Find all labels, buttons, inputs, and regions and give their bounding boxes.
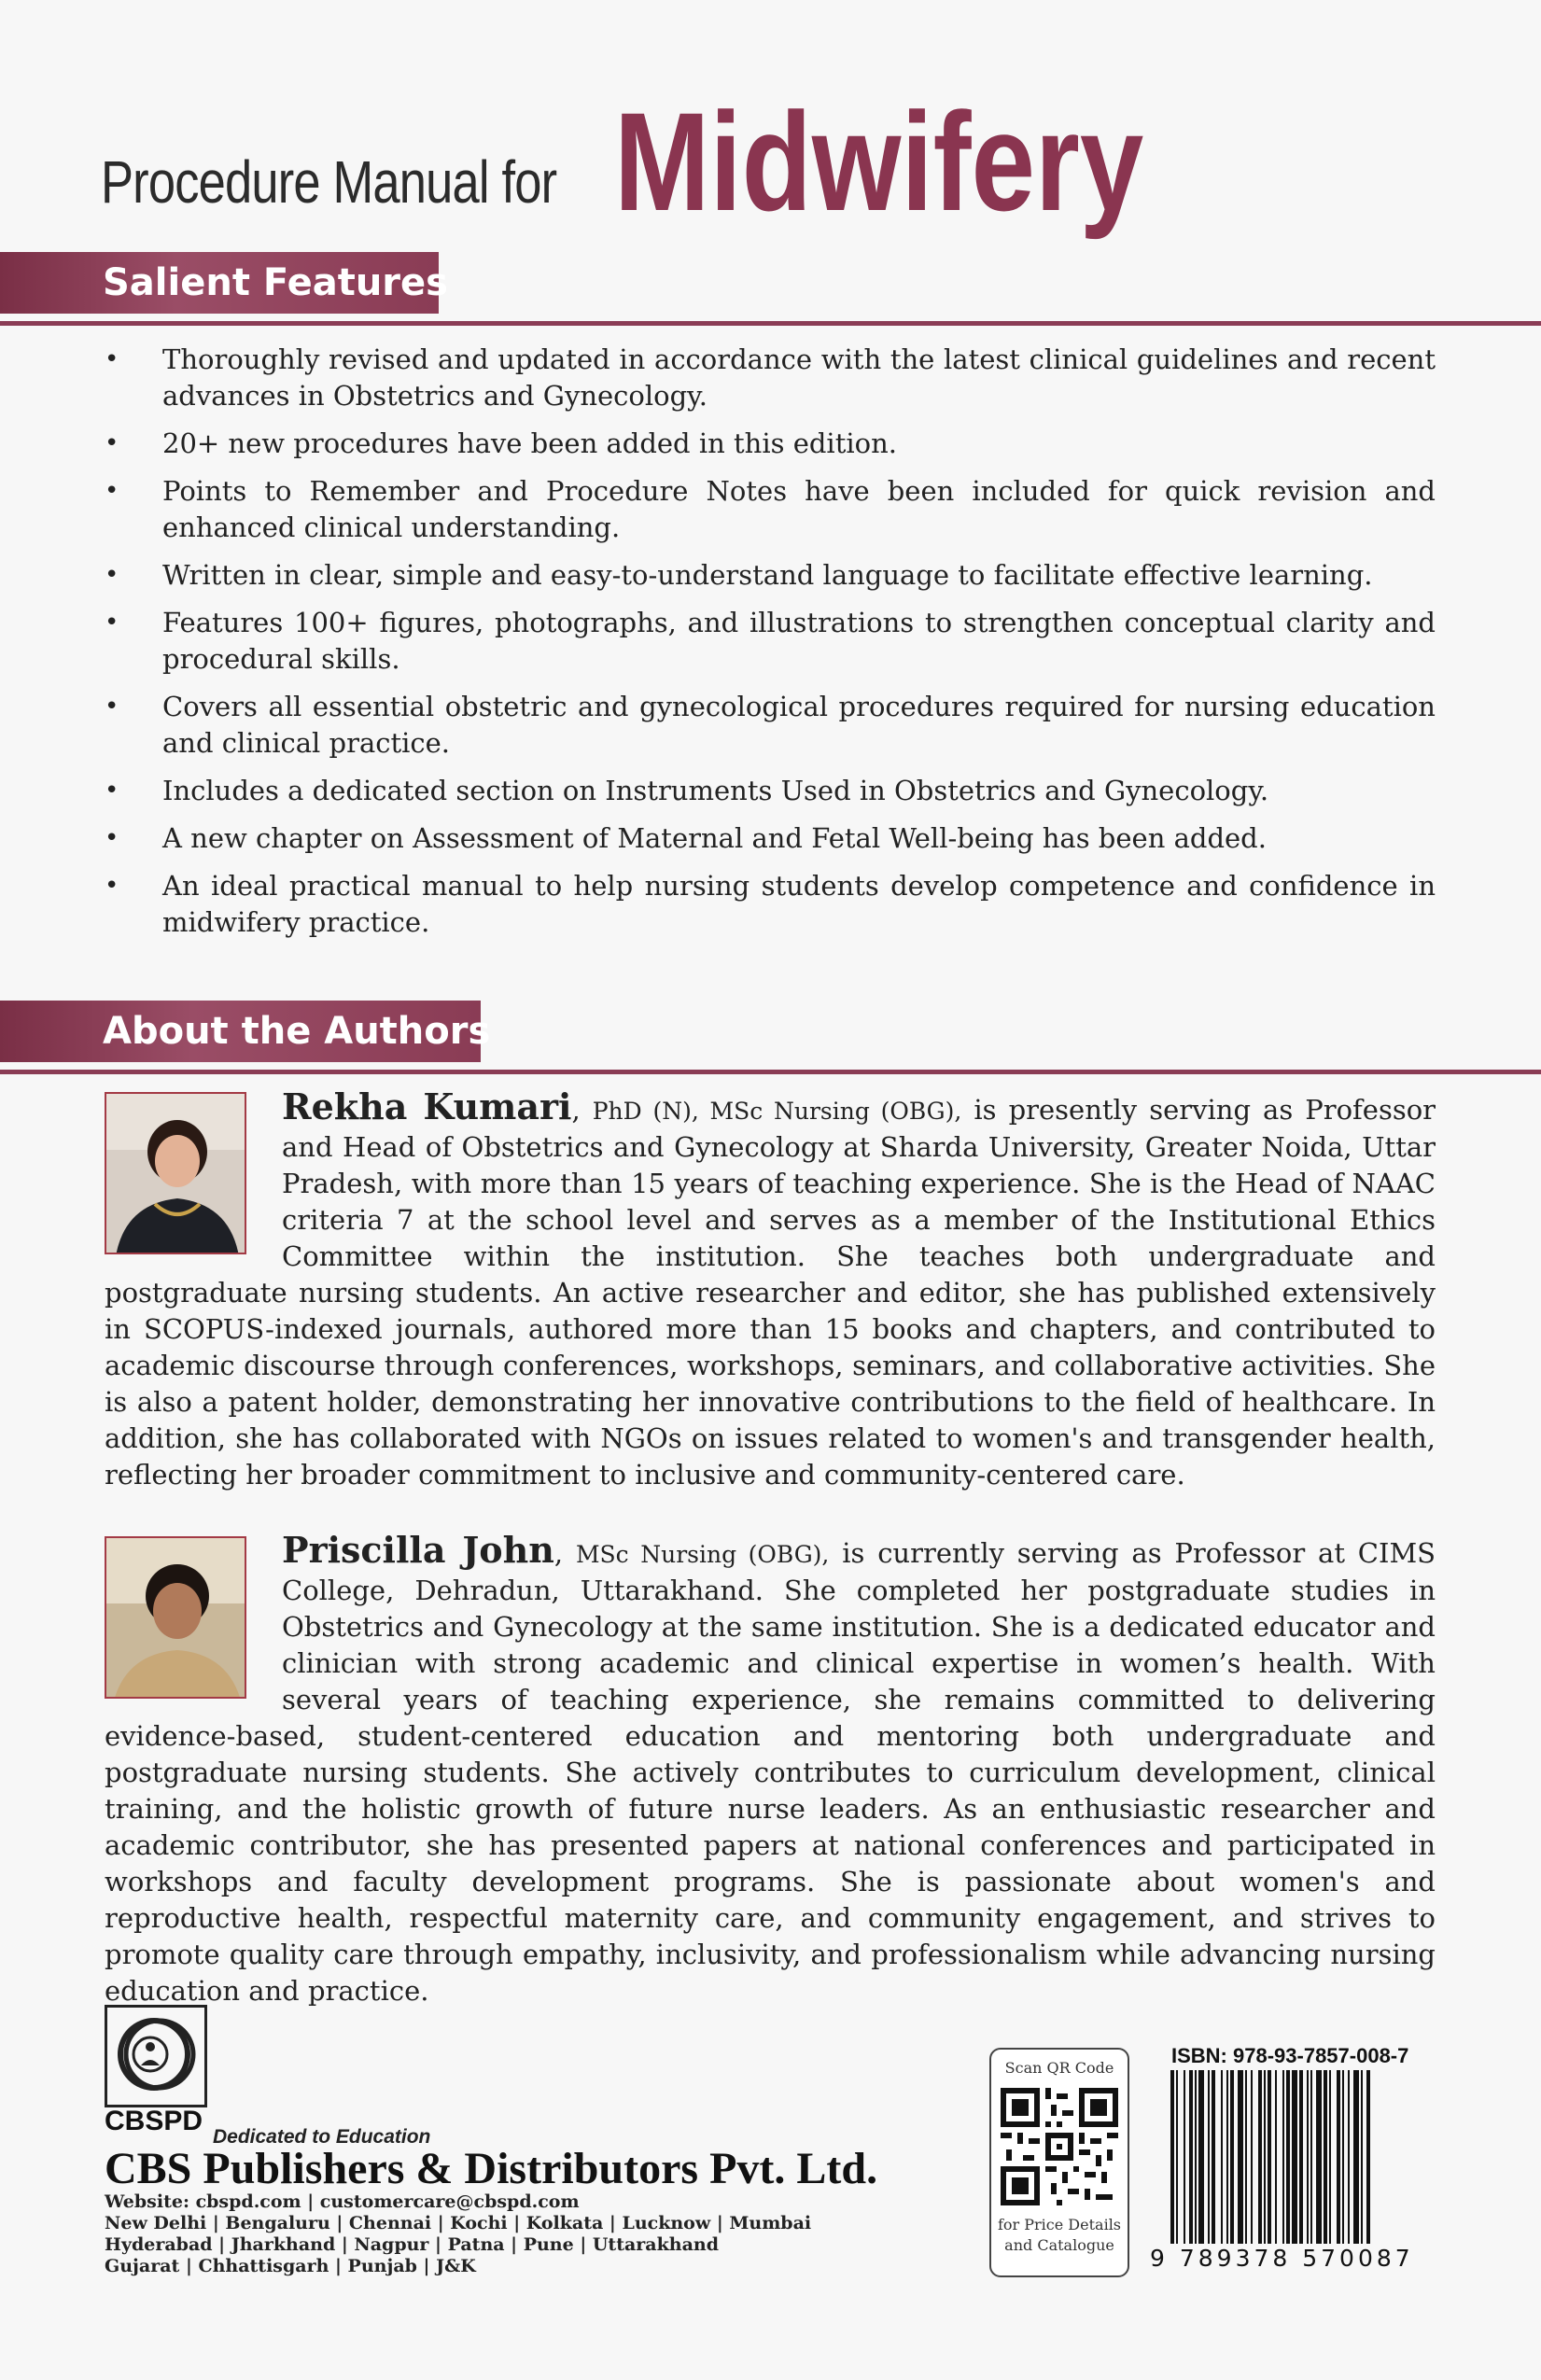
qr-code-icon[interactable]: [1001, 2088, 1118, 2205]
publisher-logo: [105, 2005, 207, 2107]
isbn-label: ISBN: 978-93-7857-008-7: [1171, 2044, 1409, 2067]
isbn-barcode-digits: 9 789378 570087: [1150, 2245, 1414, 2272]
author-bio-text: is currently serving as Professor at CIMS College, Dehradun, Uttarakhand. She completed her postgraduate studies in Obstetrics and Gynecology at the same institution. She is a dedicated educator and clinician with strong academic and clinical expertise in women’s health. With several years of teaching experience, she remains committed to delivering evidence-based, student-centered education and mentoring both undergraduate and postgraduate nursing students. She actively contributes to curriculum development, clinical training, and the holistic growth of future nurse leaders. As an enthusiastic researcher and academic contributor, she has presented papers at national conferences and participated in workshops and faculty development programs. She is passionate about women's and reproductive health, respectful maternity care, and community engagement, and strives to promote quality care through empathy, inclusivity, and professionalism while advancing nursing education and practice.: [105, 1537, 1436, 2007]
barcode-icon: [1165, 2070, 1411, 2247]
bullet-icon: •: [105, 477, 119, 505]
author-bio-priscilla-john: Priscilla John, MSc Nursing (OBG), is currently serving as Professor at CIMS College, Dehradun, Uttarakhand. She completed her postgraduate studies in Obstetrics and Gynecology at the same institution. She is a dedicated educator and clinician with strong academic and clinical expertise in women’s health. With several years of teaching experience, she remains committed to delivering evidence-based, student-centered education and mentoring both undergraduate and postgraduate nursing students. She actively contributes to curriculum development, clinical training, and the holistic growth of future nurse leaders. As an enthusiastic researcher and academic contributor, she has presented papers at national conferences and participated in workshops and faculty development programs. She is passionate about women's and reproductive health, respectful maternity care, and community engagement, and strives to promote quality care through empathy, inclusivity, and professionalism while advancing nursing education and practice.: [105, 1529, 1436, 2007]
publisher-cities-line: New Delhi | Bengaluru | Chennai | Kochi | Kolkata | Lucknow | Mumbai: [105, 2213, 812, 2233]
author-bio-text: is presently serving as Professor and Head of Obstetrics and Gynecology at Sharda University, Greater Noida, Uttar Pradesh, with more than 15 years of teaching experience. She is the Head of NAAC criteria 7 at the school level and serves as a member of the Institutional Ethics Committee within the institution. She teaches both undergraduate and postgraduate nursing students. An active researcher and editor, she has published extensively in SCOPUS-indexed journals, authored more than 15 books and chapters, and contributed to academic discourse through conferences, workshops, seminars, and collaborative activities. She is also a patent holder, demonstrating her innovative contributions to the field of healthcare. In addition, she has collaborated with NGOs on issues related to women's and transgender health, reflecting her broader commitment to inclusive and community-centered care.: [105, 1094, 1436, 1491]
bullet-icon: •: [105, 345, 119, 373]
author-credentials: PhD (N), MSc Nursing (OBG),: [592, 1098, 962, 1125]
title-prefix: Procedure Manual for: [101, 148, 557, 216]
list-item: • A new chapter on Assessment of Maternal and Fetal Well-being has been added.: [101, 820, 1436, 857]
list-item: • Features 100+ figures, photographs, and illustrations to strengthen conceptual clarity and procedural skills.: [105, 607, 1436, 675]
bullet-icon: •: [105, 824, 119, 852]
author-name: Rekha Kumari: [282, 1085, 572, 1127]
publisher-cities-line: Hyderabad | Jharkhand | Nagpur | Patna | Pune | Uttarakhand: [105, 2234, 719, 2255]
book-title: Midwifery: [614, 83, 1144, 240]
publisher-cities-line: Gujarat | Chhattisgarh | Punjab | J&K: [105, 2256, 476, 2276]
list-item: • Points to Remember and Procedure Notes have been included for quick revision and enhanced clinical understanding.: [105, 475, 1436, 543]
list-item: • Covers all essential obstetric and gynecological procedures required for nursing education and clinical practice.: [105, 691, 1436, 759]
author-credentials: MSc Nursing (OBG),: [575, 1541, 830, 1568]
qr-top-label: Scan QR Code: [1004, 2059, 1114, 2077]
bullet-icon: •: [105, 561, 119, 589]
publisher-website: Website: cbspd.com | customercare@cbspd.com: [105, 2191, 580, 2212]
bullet-icon: •: [105, 693, 119, 721]
publisher-logo-text: CBSPD: [105, 2106, 203, 2136]
list-item: • 20+ new procedures have been added in this edition.: [101, 426, 1436, 462]
qr-bottom-label: and Catalogue: [1004, 2236, 1114, 2254]
about-authors-heading: About the Authors: [0, 1001, 481, 1062]
bullet-icon: •: [105, 609, 119, 637]
publisher-name: CBS Publishers & Distributors Pvt. Ltd.: [105, 2144, 878, 2193]
list-item: • Includes a dedicated section on Instruments Used in Obstetrics and Gynecology.: [101, 773, 1436, 809]
bullet-icon: •: [105, 777, 119, 805]
bullet-icon: •: [105, 872, 119, 900]
list-item: • Written in clear, simple and easy-to-understand language to facilitate effective learning.: [101, 557, 1436, 594]
bullet-icon: •: [105, 429, 119, 457]
features-list: [101, 342, 1436, 952]
author-bio-rekha-kumari: Rekha Kumari, PhD (N), MSc Nursing (OBG), is presently serving as Professor and Head of Obstetrics and Gynecology at Sharda University, Greater Noida, Uttar Pradesh, with more than 15 years of teaching experience. She is the Head of NAAC criteria 7 at the school level and serves as a member of the Institutional Ethics Committee within the institution. She teaches both undergraduate and postgraduate nursing students. An active researcher and editor, she has published extensively in SCOPUS-indexed journals, authored more than 15 books and chapters, and contributed to academic discourse through conferences, workshops, seminars, and collaborative activities. She is also a patent holder, demonstrating her innovative contributions to the field of healthcare. In addition, she has collaborated with NGOs on issues related to women's and transgender health, reflecting her broader commitment to inclusive and community-centered care.: [105, 1085, 1436, 1491]
qr-code-panel: [989, 2048, 1129, 2277]
section-divider: [0, 1070, 1541, 1074]
list-item: • An ideal practical manual to help nursing students develop competence and confidence in midwifery practice.: [105, 870, 1436, 938]
publisher-tagline: Dedicated to Education: [213, 2126, 431, 2148]
list-item: • Thoroughly revised and updated in accordance with the latest clinical guidelines and recent advances in Obstetrics and Gynecology.: [105, 343, 1436, 412]
salient-features-heading: Salient Features: [0, 252, 439, 314]
section-divider: [0, 321, 1541, 326]
author-name: Priscilla John: [282, 1529, 554, 1571]
qr-bottom-label: for Price Details: [997, 2216, 1122, 2233]
